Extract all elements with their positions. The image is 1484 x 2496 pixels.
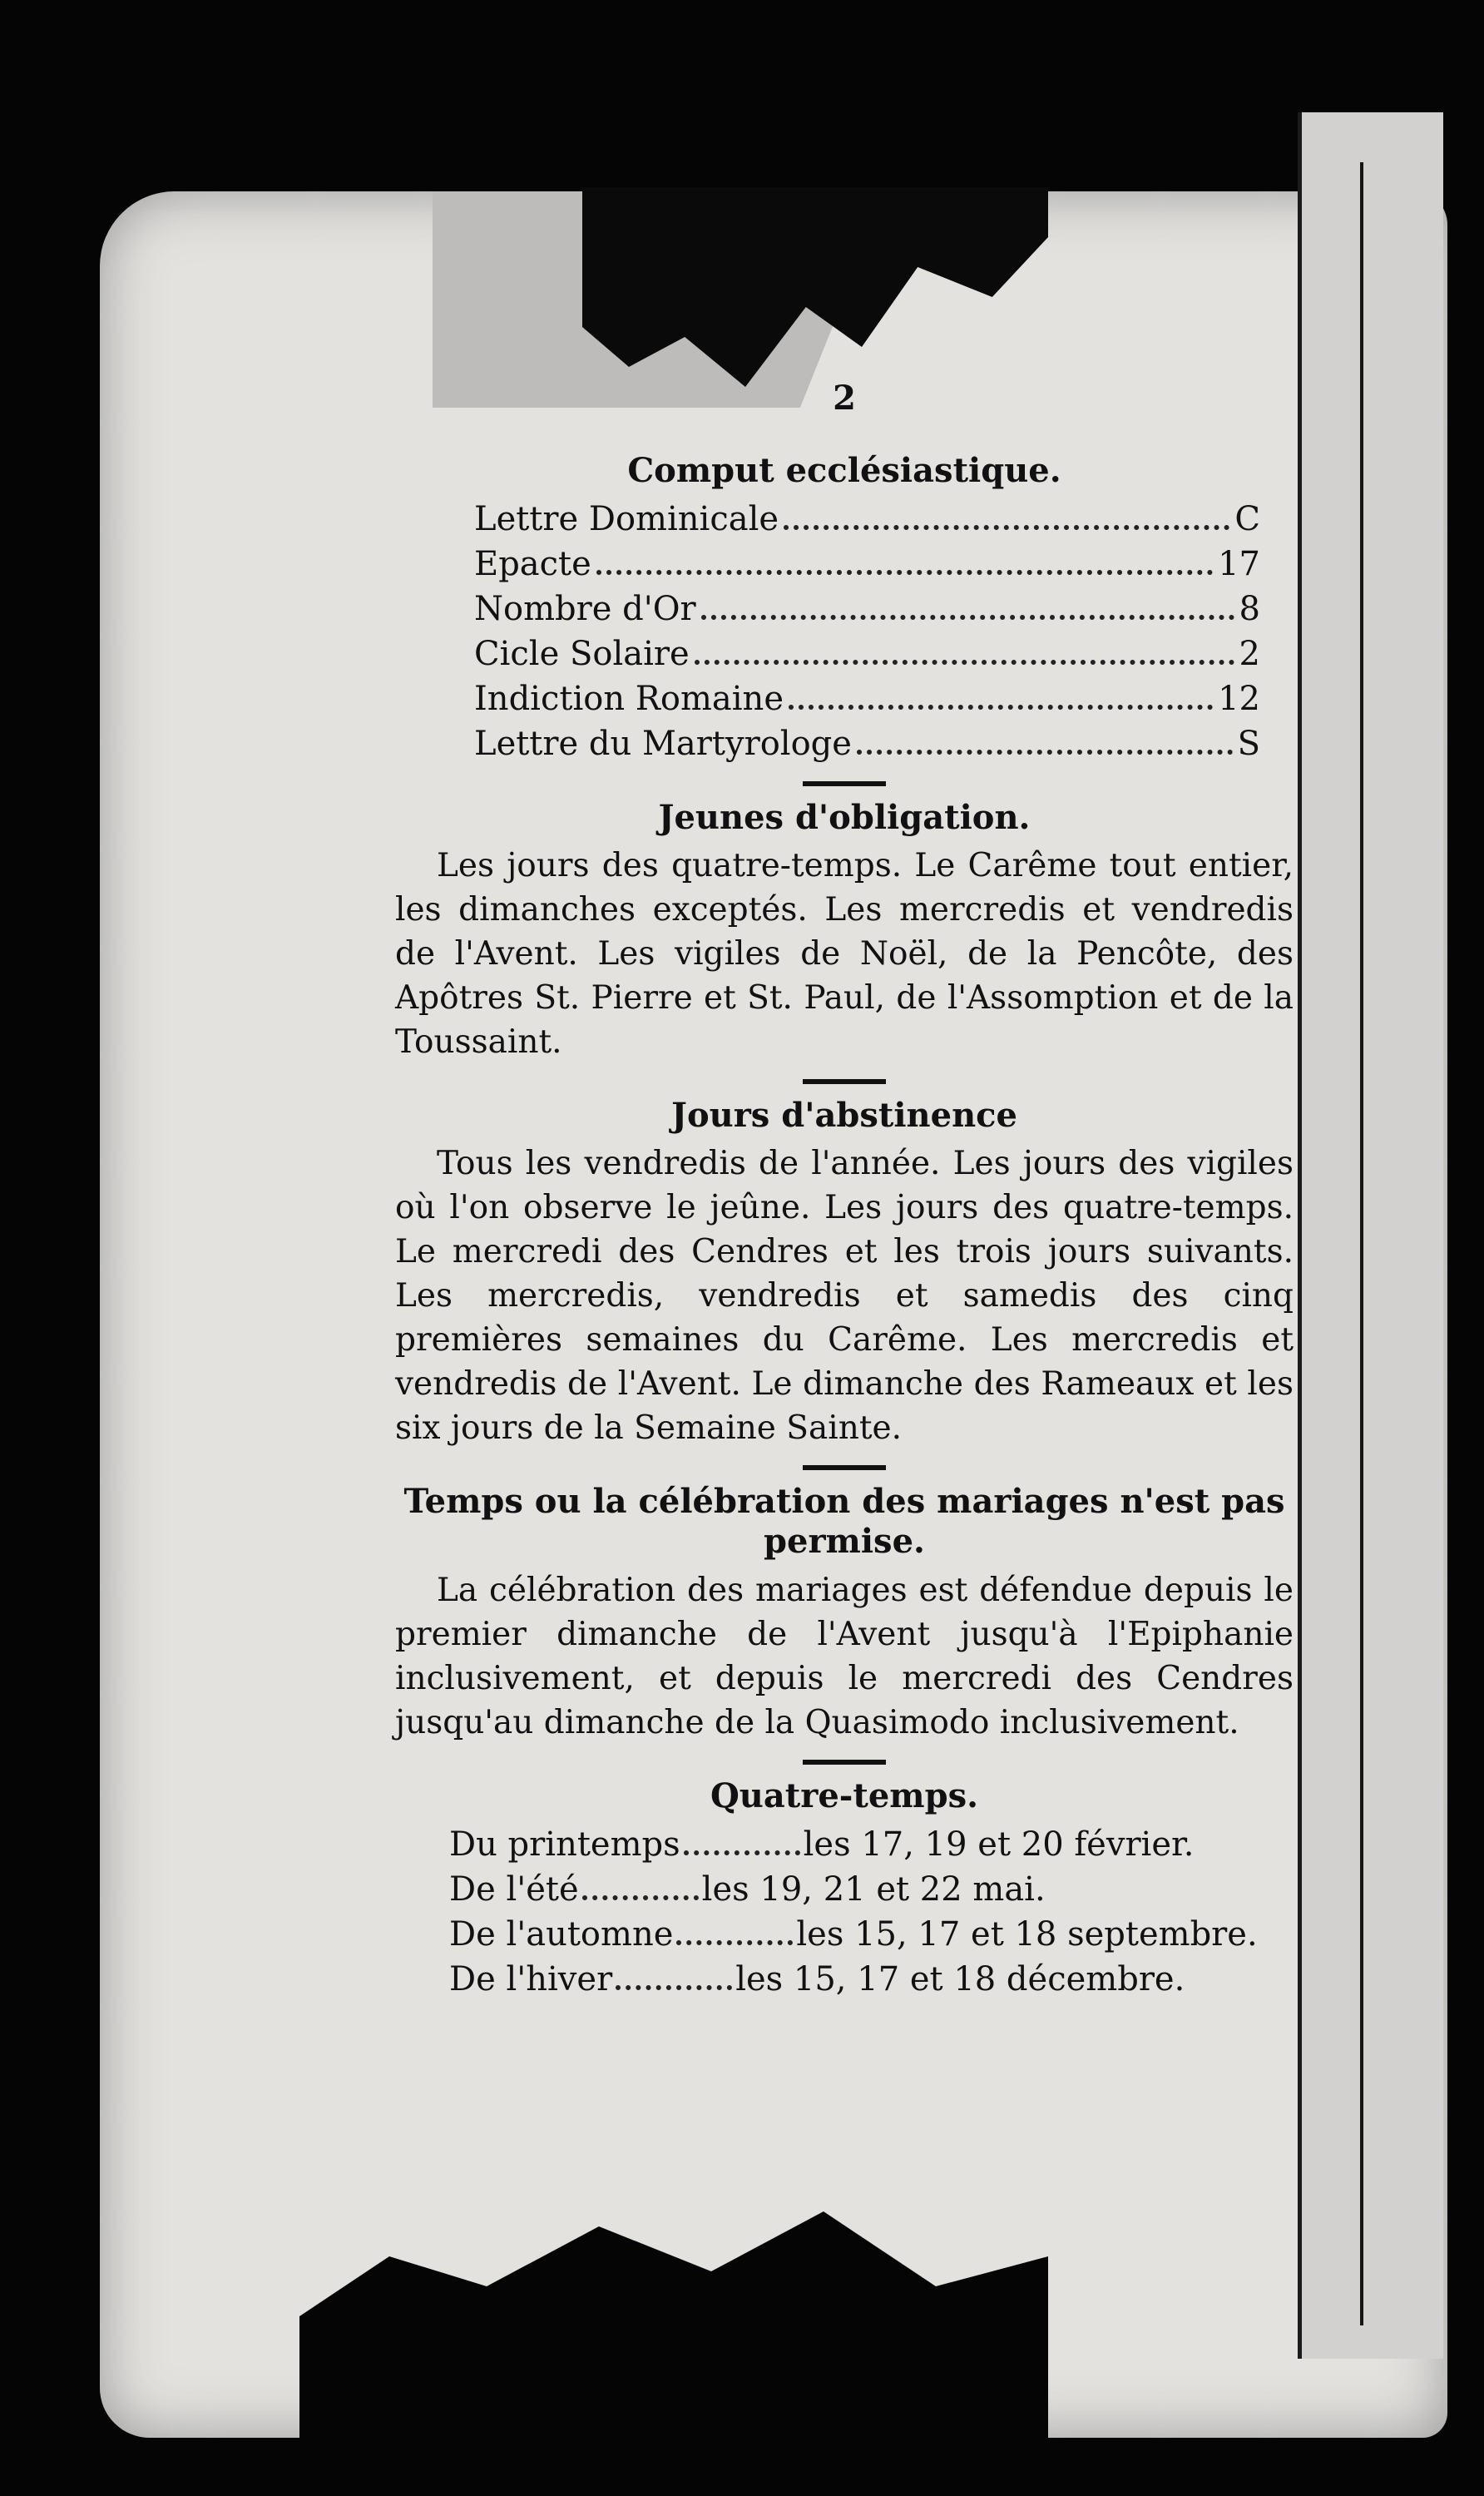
adjacent-page-edge: [1298, 112, 1443, 2359]
abstinence-title: Jours d'abstinence: [671, 1096, 1017, 1135]
page-number: 2: [833, 379, 856, 418]
leader-dots: [784, 497, 1229, 530]
leader-dots: [695, 631, 1234, 665]
binding-line: [1360, 162, 1363, 2325]
leader-dots: [857, 721, 1233, 755]
comput-table: [395, 497, 1294, 766]
leader-dots: [676, 1912, 793, 1945]
leader-dots: [616, 1957, 732, 1990]
mariages-text: La célébration des mariages est défendue depuis le premier dimanche de l'Avent jusqu'à l'Epiphanie inclusivement, et depuis le mercredi des Cendres jusqu'au dimanche de la Quasimodo inclusivement.: [395, 1572, 1294, 1741]
quatre-temps-row: Du printemps les 17, 19 et 20 février.: [395, 1822, 1294, 1867]
comput-row: Lettre Dominicale C: [395, 497, 1294, 542]
jeunes-title: Jeunes d'obligation.: [658, 798, 1031, 837]
leader-dots: [582, 1867, 699, 1900]
mariages-title: Temps ou la célébration des mariages n'est pas permise.: [403, 1482, 1285, 1561]
leader-dots: [684, 1822, 800, 1855]
quatre-temps-title: Quatre-temps.: [710, 1776, 979, 1815]
comput-row: Epacte 17: [395, 542, 1294, 587]
comput-row: Indiction Romaine 12: [395, 676, 1294, 721]
section-rule: [803, 1760, 886, 1765]
jeunes-text: Les jours des quatre-temps. Le Carême tout entier, les dimanches exceptés. Les mercredis et vendredis de l'Avent. Les vigiles de Noël, de la Pencôte, des Apôtres St. Pierre et St. Paul, de l'Assomption et de la Toussaint.: [395, 847, 1294, 1061]
comput-row: Nombre d'Or 8: [395, 587, 1294, 631]
leader-dots: [701, 587, 1234, 620]
quatre-temps-row: De l'hiver les 15, 17 et 18 décembre.: [395, 1957, 1294, 2002]
section-rule: [803, 1079, 886, 1084]
page-content: [395, 379, 1294, 2002]
quatre-temps-row: De l'automne les 15, 17 et 18 septembre.: [395, 1912, 1294, 1957]
comput-row: Lettre du Martyrologe S: [395, 721, 1294, 766]
section-rule: [803, 781, 886, 786]
section-rule: [803, 1465, 886, 1470]
abstinence-text: Tous les vendredis de l'année. Les jours des vigiles où l'on observe le jeûne. Les jours des quatre-temps. Le mercredi des Cendres et les trois jours suivants. Les mercredis, vendredis et samedis des cinq premières semaines du Carême. Les mercredis et vendredis de l'Avent. Le dimanche des Rameaux et les six jours de la Semaine Sainte.: [395, 1145, 1294, 1447]
quatre-temps-table: [395, 1822, 1294, 2002]
leader-dots: [596, 542, 1213, 575]
leader-dots: [789, 676, 1213, 710]
comput-title: Comput ecclésiastique.: [627, 451, 1061, 490]
comput-row: Cicle Solaire 2: [395, 631, 1294, 676]
quatre-temps-row: De l'été les 19, 21 et 22 mai.: [395, 1867, 1294, 1912]
